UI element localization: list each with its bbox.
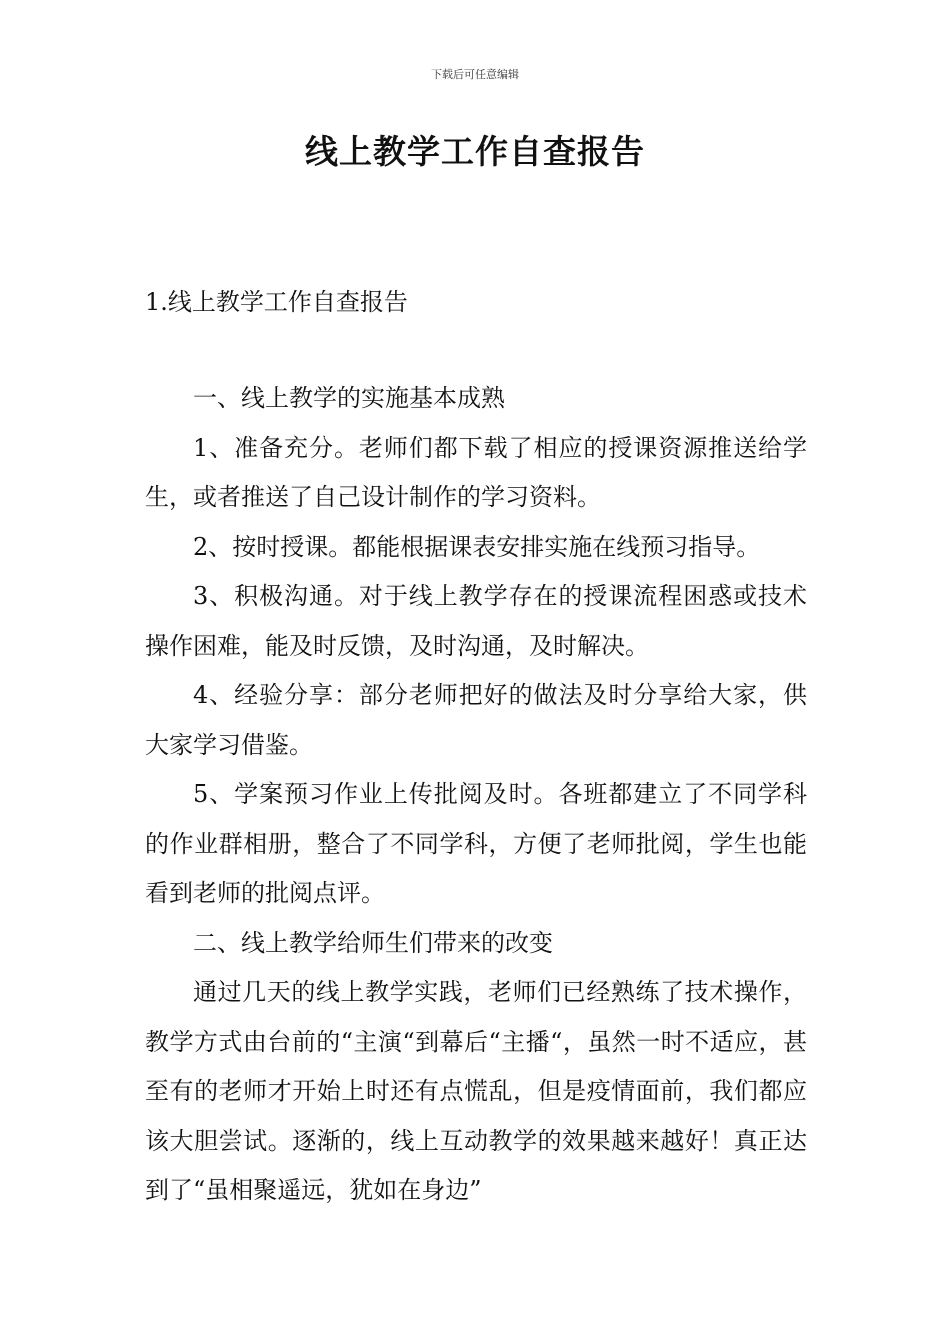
document-body: [145, 374, 807, 1216]
paragraph-item-2: 2、按时授课。都能根据课表安排实施在线预习指导。: [193, 532, 761, 561]
section-heading: 1.线上教学工作自查报告: [145, 288, 408, 316]
paragraph-item-5: 5、学案预习作业上传批阅及时。各班都建立了不同学科的作业群相册，整合了不同学科，方便了老师批阅，学生也能看到老师的批阅点评。: [145, 780, 807, 907]
paragraph-item-3: 3、积极沟通。对于线上教学存在的授课流程困惑或技术操作困难，能及时反馈，及时沟通，及时解决。: [145, 582, 807, 660]
paragraph-heading-1: 一、线上教学的实施基本成熟: [193, 384, 505, 412]
paragraph-item-1: 1、准备充分。老师们都下载了相应的授课资源推送给学生，或者推送了自己设计制作的学习资料。: [145, 433, 807, 511]
document-title: 线上教学工作自查报告: [305, 132, 645, 171]
paragraph-item-4: 4、经验分享：部分老师把好的做法及时分享给大家，供大家学习借鉴。: [145, 681, 807, 759]
paragraph-heading-2: 二、线上教学给师生们带来的改变: [193, 928, 553, 957]
paragraph-body: 通过几天的线上教学实践，老师们已经熟练了技术操作，教学方式由台前的“主演“到幕后“主播“，虽然一时不适应，甚至有的老师才开始上时还有点慌乱，但是疫情面前，我们都应该大胆尝试。逐渐的，线上互动教学的效果越来越好！真正达到了“虽相聚遥远，犹如在身边”: [145, 978, 807, 1204]
header-note: 下载后可任意编辑: [431, 68, 519, 81]
